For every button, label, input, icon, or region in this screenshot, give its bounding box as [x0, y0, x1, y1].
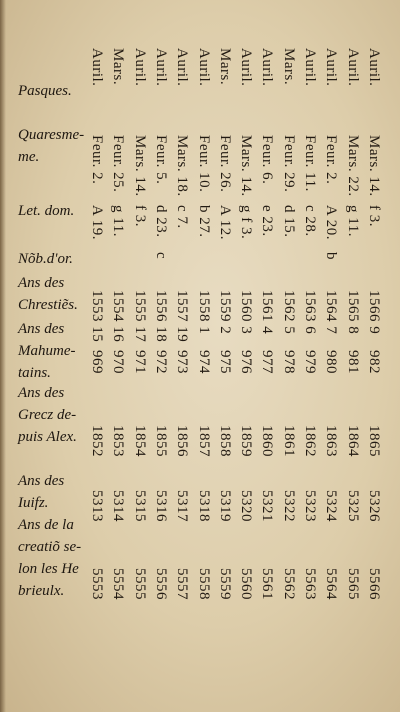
easter-calendar-table	[89, 40, 397, 640]
cell-text: 1557 19	[174, 290, 191, 343]
cell-text: 1858	[216, 425, 233, 457]
table-column	[259, 40, 289, 640]
cell-text: Mars.	[216, 48, 233, 86]
cell-text: 1852	[89, 425, 105, 457]
cell-text: c	[152, 252, 169, 260]
cell-text: 5317	[174, 490, 191, 522]
cell-nob-dor	[204, 252, 226, 274]
table-column	[365, 40, 396, 640]
cell-text: Feur. 26.	[216, 135, 233, 193]
cell-text: 5326	[365, 490, 382, 522]
cell-text: 975	[216, 350, 233, 374]
cell-text: 5560	[238, 568, 255, 600]
cell-text: Auril.	[238, 48, 255, 87]
cell-creation	[365, 568, 396, 600]
cell-text: g 11.	[110, 205, 127, 237]
label-quaresme-1: Quaresme-	[18, 127, 85, 143]
label-pasques: Pasques.	[18, 83, 72, 99]
cell-text: 5325	[344, 490, 361, 522]
label-ans-creation-2: creatiõ se-	[18, 539, 82, 555]
cell-text: Auril.	[152, 48, 169, 87]
table-column	[344, 40, 375, 640]
cell-text: 5314	[110, 490, 127, 522]
cell-text: 1861	[280, 425, 297, 457]
cell-nob-dor	[353, 252, 375, 274]
cell-text: Feur. 11.	[302, 135, 318, 192]
cell-text: 974	[195, 350, 212, 374]
label-ans-grecz-2: Grecz de-	[18, 407, 77, 423]
cell-text: 5322	[280, 490, 297, 522]
cell-text: Auril.	[174, 48, 191, 87]
cell-text: d 23.	[152, 205, 169, 238]
cell-nob-dor	[225, 252, 247, 274]
label-ans-grecz-3: puis Alex.	[18, 429, 77, 445]
label-let-dom: Let. dom.	[18, 203, 75, 219]
cell-text: 1856	[174, 425, 191, 457]
cell-text: c 28.	[302, 205, 318, 237]
cell-text: 969	[89, 350, 105, 374]
cell-text: Mars.	[280, 48, 297, 86]
cell-text: d 15.	[280, 205, 297, 238]
table-column	[238, 40, 268, 640]
cell-text: 5563	[302, 568, 318, 600]
cell-text: 5321	[259, 490, 276, 522]
label-quaresme-2: me.	[18, 149, 40, 165]
cell-text: b 27.	[195, 205, 212, 238]
cell-text: Mars. 14.	[131, 135, 148, 197]
label-ans-creation-1: Ans de la	[18, 517, 74, 533]
cell-text: 5319	[216, 490, 233, 522]
cell-nob-dor	[323, 252, 353, 274]
cell-text: 5553	[89, 568, 105, 600]
cell-text: 1556 18	[152, 290, 169, 343]
cell-text: 1564 7	[323, 290, 340, 335]
cell-text: 5561	[259, 568, 276, 600]
cell-text: g 11.	[344, 205, 361, 237]
cell-mahumetains	[365, 350, 396, 374]
cell-text: A 19.	[89, 205, 105, 241]
cell-text: Mars. 14.	[365, 135, 382, 197]
cell-text: 5558	[195, 568, 212, 600]
label-ans-mahumetains-2: Mahume-	[18, 343, 76, 359]
table-column	[280, 40, 311, 640]
table-column	[323, 40, 353, 640]
cell-text: 979	[302, 350, 318, 374]
cell-text: 5555	[131, 568, 148, 600]
cell-text: Auril.	[365, 48, 382, 87]
cell-text: Feur. 6.	[259, 135, 276, 185]
cell-text: 1863	[323, 425, 340, 457]
table-column	[216, 40, 247, 640]
cell-text: 1862	[302, 425, 318, 457]
cell-text: 1857	[195, 425, 212, 457]
label-ans-creation-3: lon les He	[18, 561, 79, 577]
cell-text: Auril.	[323, 48, 340, 87]
cell-text: 1562 5	[280, 290, 297, 335]
table-column	[302, 40, 332, 640]
cell-text: 1563 6	[302, 290, 318, 335]
cell-text: Feur. 10.	[195, 135, 212, 193]
cell-nob-dor	[374, 252, 396, 274]
cell-text: Auril.	[344, 48, 361, 87]
row-labels	[0, 0, 95, 712]
cell-text: Mars. 22.	[344, 135, 361, 197]
cell-text: Mars. 14.	[238, 135, 255, 197]
cell-nob-dor	[182, 252, 204, 274]
cell-text: 5554	[110, 568, 127, 600]
cell-text: 976	[238, 350, 255, 374]
cell-nob-dor	[289, 252, 311, 274]
cell-text: 5313	[89, 490, 105, 522]
cell-text: 980	[323, 350, 340, 374]
cell-text: 982	[365, 350, 382, 374]
label-nob-dor: Nõb.d'or.	[18, 251, 73, 267]
cell-text: 978	[280, 350, 297, 374]
label-ans-mahumetains-3: tains.	[18, 365, 51, 381]
cell-text: 1864	[344, 425, 361, 457]
label-ans-iuifz-1: Ans des	[18, 473, 65, 489]
cell-text: 1853	[110, 425, 127, 457]
cell-text: c 7.	[174, 205, 191, 229]
cell-text: 1855	[152, 425, 169, 457]
cell-text: 1561 4	[259, 290, 276, 335]
cell-nob-dor	[267, 252, 289, 274]
cell-text: 5564	[323, 568, 340, 600]
cell-text: 1566 9	[365, 290, 382, 335]
cell-nob-dor	[152, 252, 183, 274]
label-ans-chrestiens-1: Ans des	[18, 275, 65, 291]
label-ans-chrestiens-2: Chrestiẽs.	[18, 297, 78, 313]
cell-text: A 20.	[323, 205, 340, 241]
cell-text: 5323	[302, 490, 318, 522]
label-ans-grecz-1: Ans des	[18, 385, 65, 401]
cell-text: 970	[110, 350, 127, 374]
cell-text: 1558 1	[195, 290, 212, 335]
cell-text: 1865	[365, 425, 382, 457]
cell-text: 977	[259, 350, 276, 374]
cell-text: 1854	[131, 425, 148, 457]
cell-text: 5316	[152, 490, 169, 522]
cell-text: 5562	[280, 568, 297, 600]
cell-text: 981	[344, 350, 361, 374]
cell-text: Feur. 5.	[152, 135, 169, 185]
cell-text: Feur. 2.	[89, 135, 105, 185]
cell-text: f 3.	[365, 205, 382, 227]
cell-text: Auril.	[195, 48, 212, 87]
cell-nob-dor	[118, 252, 140, 274]
cell-text: b	[323, 252, 340, 260]
cell-chrestiens	[365, 290, 396, 335]
label-ans-creation-4: brieulx.	[18, 583, 65, 599]
cell-text: 973	[174, 350, 191, 374]
cell-text: f 3.	[131, 205, 148, 227]
label-ans-iuifz-2: Iuifz.	[18, 495, 49, 511]
cell-nob-dor	[246, 252, 268, 274]
cell-text: 1559 2	[216, 290, 233, 335]
cell-nob-dor	[97, 252, 119, 274]
cell-text: Feur. 29.	[280, 135, 297, 193]
cell-text: Feur. 25.	[110, 135, 127, 193]
cell-text: 1553 15	[89, 290, 105, 343]
cell-text: 5566	[365, 568, 382, 600]
cell-text: 5315	[131, 490, 148, 522]
cell-pasques	[365, 48, 396, 87]
label-ans-mahumetains-1: Ans des	[18, 321, 65, 337]
cell-text: g f 3.	[238, 205, 255, 240]
cell-text: Auril.	[302, 48, 318, 87]
cell-text: 5318	[195, 490, 212, 522]
cell-text: e 23.	[259, 205, 276, 237]
cell-text: 5324	[323, 490, 340, 522]
cell-text: 971	[131, 350, 148, 374]
cell-let-dom	[365, 205, 396, 227]
cell-grecz	[365, 425, 396, 457]
cell-text: 5565	[344, 568, 361, 600]
cell-text: 972	[152, 350, 169, 374]
cell-text: A 12.	[216, 205, 233, 241]
cell-text: Auril.	[131, 48, 148, 87]
cell-text: Feur. 2.	[323, 135, 340, 185]
cell-text: 1860	[259, 425, 276, 457]
cell-text: 5559	[216, 568, 233, 600]
cell-text: Mars.	[110, 48, 127, 86]
cell-text: 1555 17	[131, 290, 148, 343]
cell-text: Auril.	[259, 48, 276, 87]
cell-text: 5320	[238, 490, 255, 522]
cell-text: 1554 16	[110, 290, 127, 343]
cell-iuifz	[365, 490, 396, 522]
cell-text: 5557	[174, 568, 191, 600]
table-column	[195, 40, 226, 640]
cell-text: 5556	[152, 568, 169, 600]
cell-text: 1859	[238, 425, 255, 457]
table-column	[174, 40, 204, 640]
cell-quaresme	[365, 135, 396, 197]
cell-text: 1560 3	[238, 290, 255, 335]
cell-text: Mars. 18.	[174, 135, 191, 197]
cell-text: 1565 8	[344, 290, 361, 335]
cell-text: Auril.	[89, 48, 105, 87]
